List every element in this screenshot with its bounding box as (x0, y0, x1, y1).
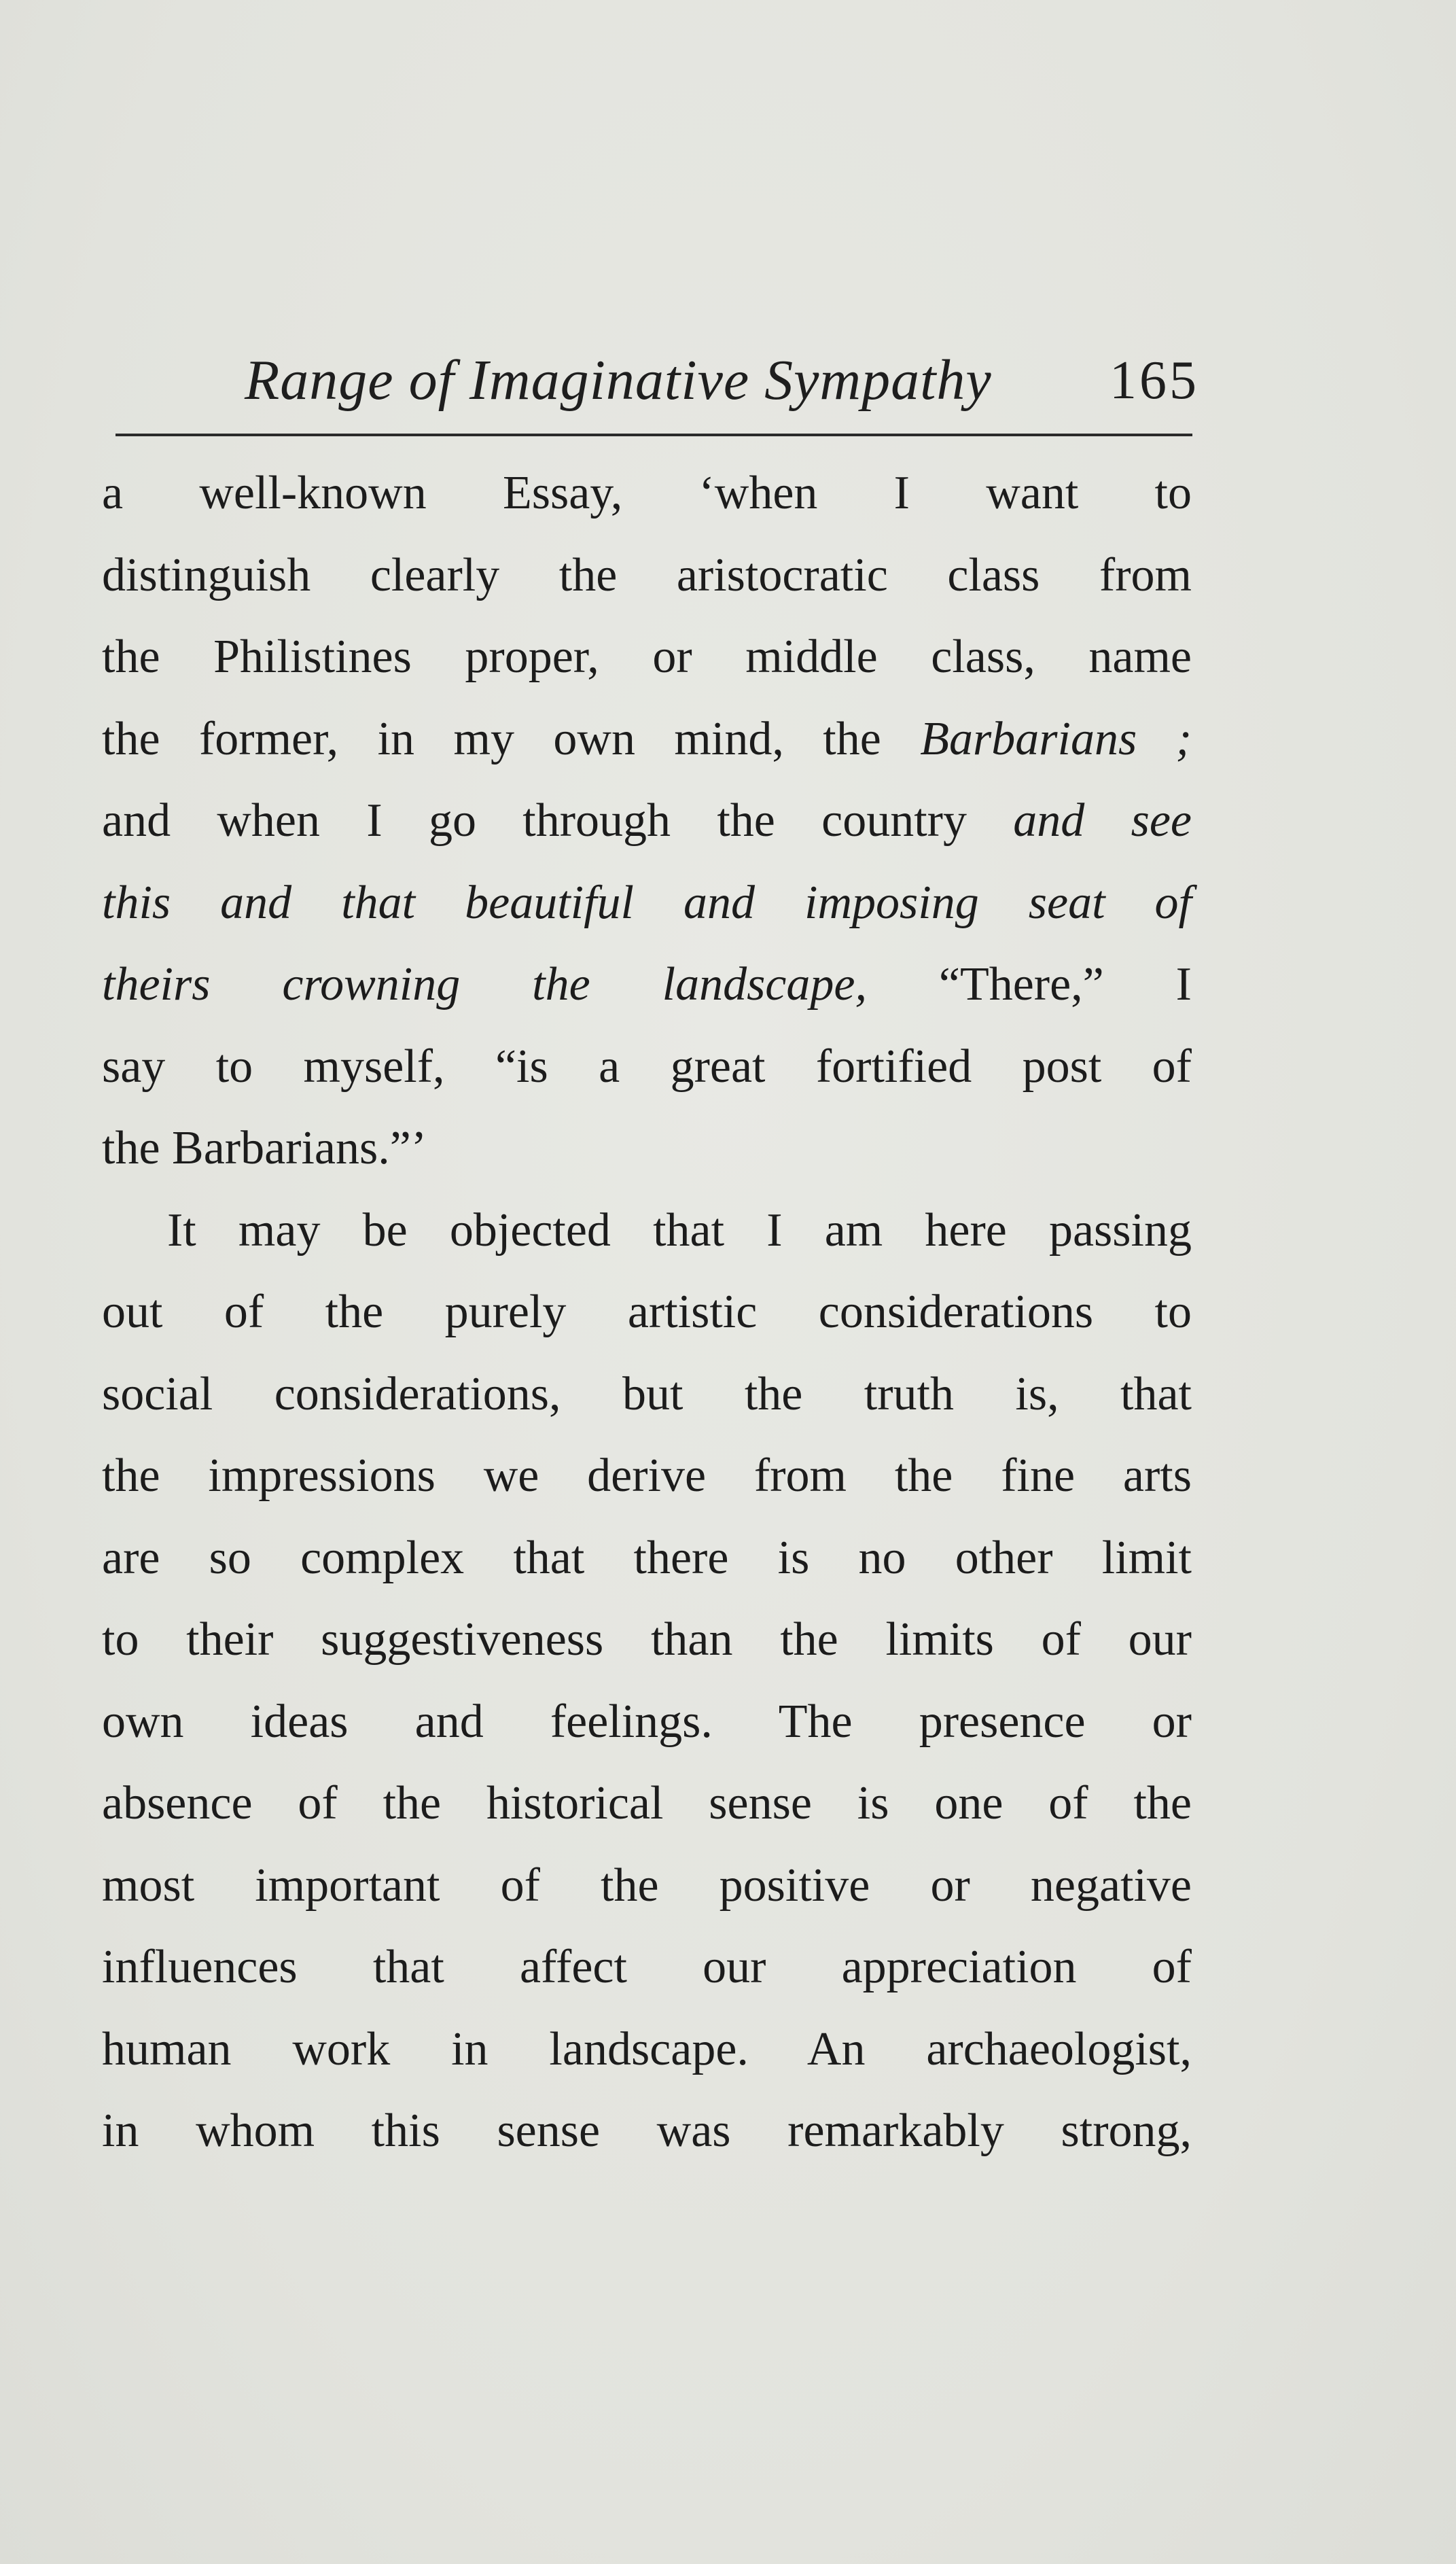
text-segment: a well-known Essay, ‘when I want to (102, 467, 1192, 519)
running-title: Range of Imaginative Sympathy (245, 349, 992, 412)
text-line (102, 1108, 1192, 1190)
text-segment: the impressions we derive from the fine arts (102, 1450, 1192, 1502)
text-segment: the former, in my own mind, the (102, 712, 921, 765)
text-segment: say to myself, “is a great fortified post of (102, 1040, 1192, 1093)
text-segment: It may be objected that I am here passing (167, 1204, 1192, 1257)
text-line (102, 862, 1192, 945)
text-segment: distinguish clearly the aristocratic class from (102, 548, 1192, 601)
running-head (109, 340, 1199, 421)
text-segment: in whom this sense was remarkably strong, (102, 2105, 1192, 2157)
text-segment: out of the purely artistic considerations to (102, 1286, 1192, 1338)
text-line (102, 1517, 1192, 1600)
text-line (102, 1026, 1192, 1108)
text-line (102, 2009, 1192, 2091)
text-line (102, 535, 1192, 617)
text-segment: most important of the positive or negative (102, 1859, 1192, 1912)
header-rule (116, 434, 1192, 436)
text-segment: social considerations, but the truth is, that (102, 1367, 1192, 1420)
text-line (102, 1927, 1192, 2009)
text-line (102, 1354, 1192, 1436)
body-text (102, 453, 1192, 2173)
text-line (102, 1763, 1192, 1845)
text-segment: to their suggestiveness than the limits of our (102, 1613, 1192, 1666)
italic-segment: this and that beautiful and imposing seat of (102, 876, 1192, 929)
text-segment: own ideas and feelings. The presence or (102, 1695, 1192, 1748)
text-line (102, 1681, 1192, 1763)
text-segment: absence of the historical sense is one of the (102, 1777, 1192, 1829)
text-line (102, 1599, 1192, 1681)
italic-segment: and see (1013, 794, 1192, 847)
text-segment: “There,” I (866, 958, 1192, 1011)
text-line (102, 2090, 1192, 2173)
text-line (102, 1271, 1192, 1354)
text-segment: human work in landscape. An archaeologist, (102, 2022, 1192, 2075)
page-number: 165 (1109, 351, 1199, 410)
text-line (102, 780, 1192, 862)
text-line (102, 1845, 1192, 1927)
text-line (102, 616, 1192, 699)
text-segment: and when I go through the country (102, 794, 1014, 847)
text-segment: the Philistines proper, or middle class, name (102, 631, 1192, 683)
text-line (102, 699, 1192, 781)
text-segment: are so complex that there is no other limit (102, 1531, 1192, 1584)
text-line (102, 944, 1192, 1026)
italic-segment: Barbarians ; (920, 712, 1192, 765)
text-segment: the Barbarians.”’ (102, 1122, 427, 1174)
text-line (102, 1435, 1192, 1517)
text-line (102, 453, 1192, 535)
text-line (102, 1190, 1192, 1272)
italic-segment: theirs crowning the landscape, (102, 958, 867, 1011)
text-segment: influences that affect our appreciation of (102, 1941, 1192, 1993)
